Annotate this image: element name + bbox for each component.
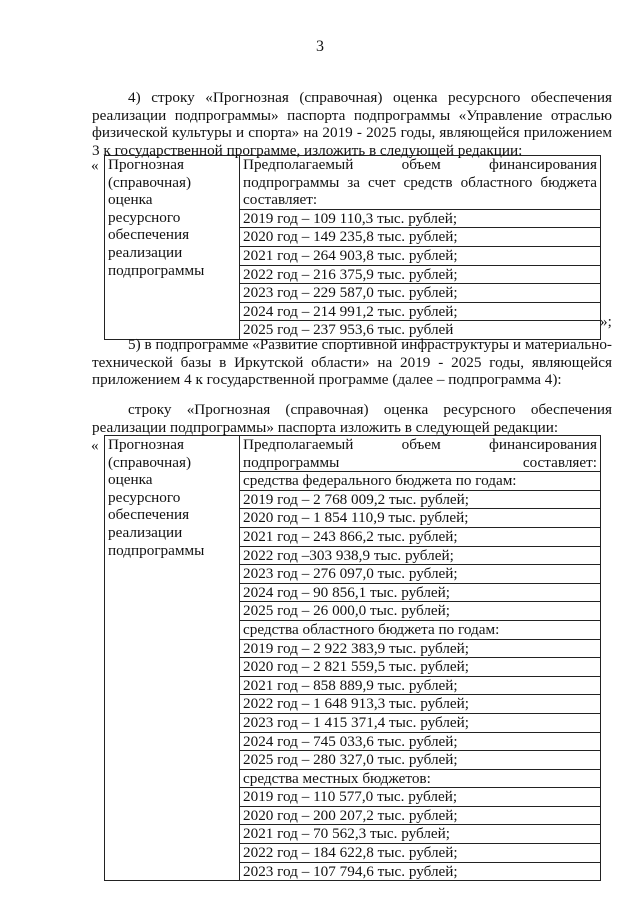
table-1-row: 2020 год – 149 235,8 тыс. рублей;	[240, 228, 600, 247]
table-1-close-quote: »;	[600, 313, 612, 330]
regional-row: 2025 год – 280 327,0 тыс. рублей;	[240, 751, 600, 770]
regional-heading: средства областного бюджета по годам:	[240, 621, 600, 640]
table-1-heading: Предполагаемый объем финансирования подпрограммы за счет средств областного бюджета составляет:	[240, 156, 600, 210]
regional-row: 2023 год – 1 415 371,4 тыс. рублей;	[240, 714, 600, 733]
label-line: ресурсного	[108, 488, 181, 506]
table-1-row: 2019 год – 109 110,3 тыс. рублей;	[240, 210, 600, 229]
table-2-value-cell	[240, 436, 601, 881]
item-4-paragraph	[92, 89, 612, 159]
label-line: обеспечения	[108, 506, 190, 524]
table-1-label-cell	[105, 156, 240, 340]
regional-row: 2020 год – 2 821 559,5 тыс. рублей;	[240, 658, 600, 677]
item-5-sub-text: строку «Прогнозная (справочная) оценка ресурсного обеспечения реализации подпрограммы» паспорта изложить в следующей редакции:	[92, 401, 612, 436]
label-line: Прогнозная	[108, 436, 184, 453]
table-1-row: 2023 год – 229 587,0 тыс. рублей;	[240, 284, 600, 303]
table-1-row: 2024 год – 214 991,2 тыс. рублей;	[240, 303, 600, 322]
label-line: ресурсного	[108, 208, 181, 226]
local-row: 2023 год – 107 794,6 тыс. рублей;	[243, 862, 458, 880]
item-4-text: 4) строку «Прогнозная (справочная) оценка ресурсного обеспечения реализации подпрограммы» паспорта подпрограммы «Управление отраслью физической культуры и спорта» на 2019 - 2025 годы, являющейся приложением 3 к государственной программе, изложить в следующей редакции:	[92, 89, 612, 159]
page-number: 3	[316, 38, 324, 55]
table-1-open-quote: «	[91, 157, 99, 174]
label-line: обеспечения	[108, 226, 190, 244]
table-2-heading: Предполагаемый объем финансирования подпрограммы составляет:	[240, 436, 600, 472]
federal-row: 2022 год –303 938,9 тыс. рублей;	[240, 547, 600, 566]
label-line: оценка	[108, 191, 153, 209]
label-line: Прогнозная	[108, 156, 184, 173]
table-2-open-quote: «	[91, 437, 99, 454]
regional-row: 2024 год – 745 033,6 тыс. рублей;	[240, 733, 600, 752]
table-1-row: 2021 год – 264 903,8 тыс. рублей;	[240, 247, 600, 266]
federal-row: 2019 год – 2 768 009,2 тыс. рублей;	[240, 491, 600, 510]
label-line: (справочная)	[108, 453, 192, 471]
table-1-value-cell	[240, 156, 601, 340]
item-5-text: 5) в подпрограмме «Развитие спортивной инфраструктуры и материально-технической базы в Иркутской области» на 2019 - 2025 годы, являющейся приложением 4 к государственной программе (далее – подпрограмма 4):	[92, 336, 612, 389]
federal-row: 2024 год – 90 856,1 тыс. рублей;	[240, 584, 600, 603]
regional-row: 2019 год – 2 922 383,9 тыс. рублей;	[240, 640, 600, 659]
federal-row: 2023 год – 276 097,0 тыс. рублей;	[240, 565, 600, 584]
local-heading: средства местных бюджетов:	[240, 770, 600, 789]
item-5-sub-paragraph	[92, 401, 612, 436]
table-1-row: 2022 год – 216 375,9 тыс. рублей;	[240, 266, 600, 285]
label-line: подпрограммы	[108, 541, 205, 559]
table-2-label-cell	[105, 436, 240, 881]
label-line: оценка	[108, 471, 153, 489]
federal-heading: средства федерального бюджета по годам:	[240, 472, 600, 491]
local-row: 2021 год – 70 562,3 тыс. рублей;	[240, 825, 600, 844]
label-line: реализации	[108, 243, 183, 261]
federal-row: 2021 год – 243 866,2 тыс. рублей;	[240, 528, 600, 547]
regional-row: 2022 год – 1 648 913,3 тыс. рублей;	[240, 695, 600, 714]
resource-table-1	[104, 155, 601, 340]
federal-row: 2020 год – 1 854 110,9 тыс. рублей;	[240, 509, 600, 528]
resource-table-2	[104, 435, 601, 881]
local-row: 2022 год – 184 622,8 тыс. рублей;	[240, 844, 600, 863]
label-line: подпрограммы	[108, 261, 205, 279]
federal-row: 2025 год – 26 000,0 тыс. рублей;	[240, 602, 600, 621]
local-row: 2020 год – 200 207,2 тыс. рублей;	[240, 807, 600, 826]
label-line: реализации	[108, 523, 183, 541]
table-1-row: 2025 год – 237 953,6 тыс. рублей	[243, 321, 454, 339]
label-line: (справочная)	[108, 173, 192, 191]
local-row: 2019 год – 110 577,0 тыс. рублей;	[240, 788, 600, 807]
item-5-paragraph	[92, 336, 612, 389]
regional-row: 2021 год – 858 889,9 тыс. рублей;	[240, 677, 600, 696]
